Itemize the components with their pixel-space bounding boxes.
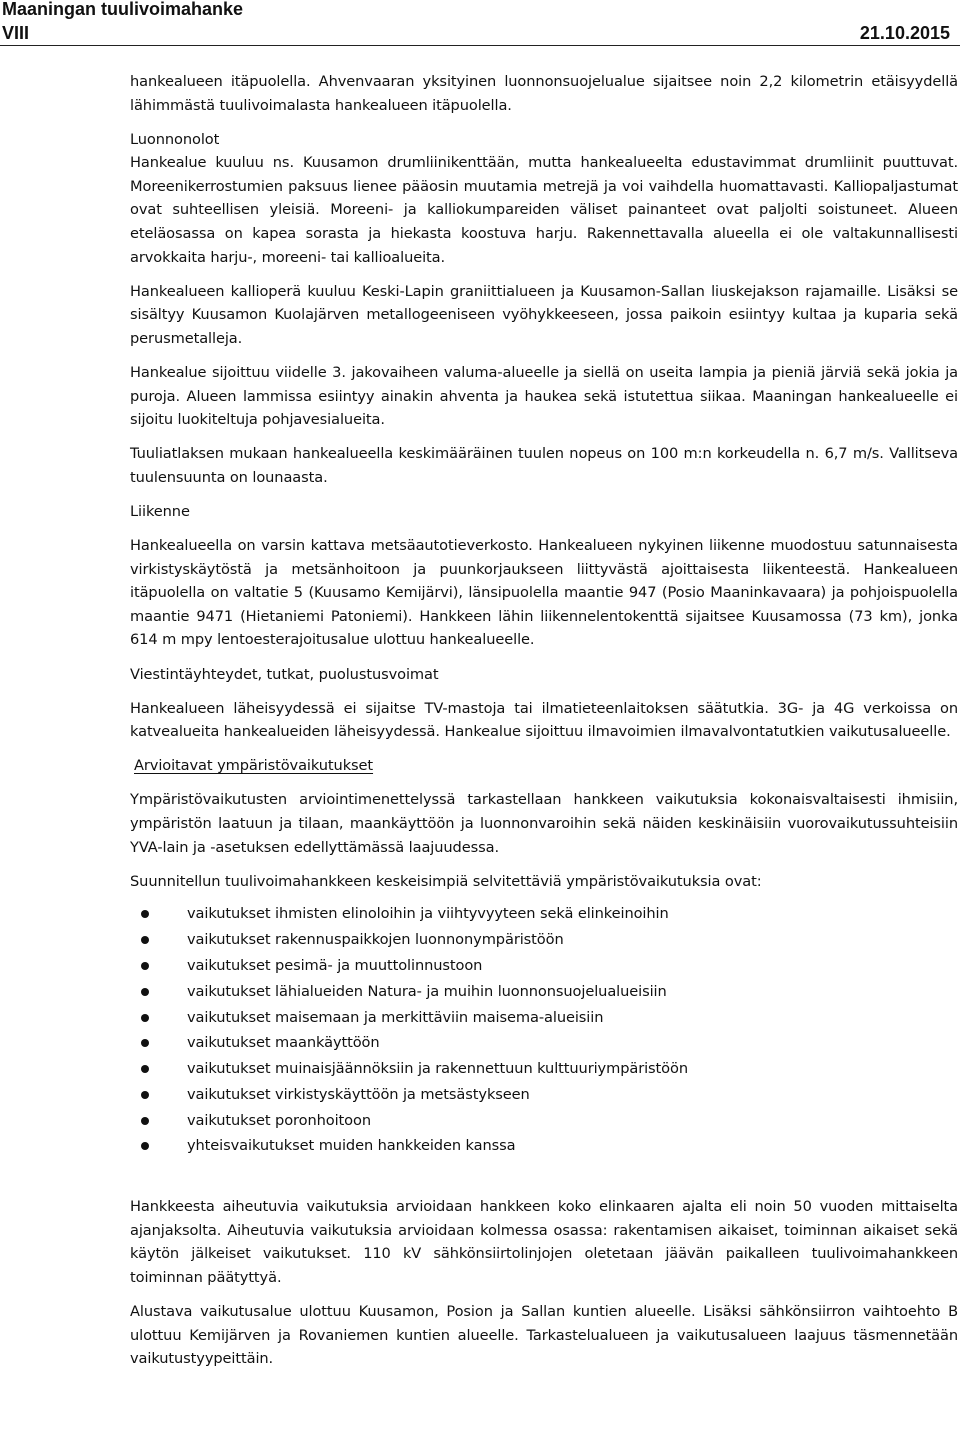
- paragraph: Ympäristövaikutusten arviointimenettelyssä tarkastellaan hankkeen vaikutuksia kokonaisvaltaisesti ihmisiin, ympäristön laatuun ja tilaan, maankäyttöön ja luonnonvaroihin sekä näiden keskinäisiin vuorovaikutussuhteisiin YVA-lain ja -asetuksen edellyttämässä laajuudessa.: [130, 791, 958, 856]
- section-heading-wrapper: [130, 754, 958, 778]
- bullet-icon: [141, 1065, 149, 1073]
- header-divider: [0, 45, 960, 46]
- list-item-text: vaikutukset rakennuspaikkojen luonnonympäristöön: [187, 931, 564, 949]
- section-heading-arvioitavat: Arvioitavat ympäristövaikutukset: [134, 757, 374, 775]
- list-item-text: vaikutukset pesimä- ja muuttolinnustoon: [187, 956, 483, 974]
- paragraph: Hankealueen läheisyydessä ei sijaitse TV-mastoja tai ilmatieteenlaitoksen säätutkia. 3G- ja 4G verkoissa on katvealueita hankealueiden läheisyydessä. Hankealue sijoittuu ilmavoimien ilmavalvontatutkien vaikutusalueelle.: [130, 699, 958, 741]
- bullet-icon: [141, 962, 149, 970]
- list-item: [130, 1108, 958, 1134]
- page-header: [0, 0, 960, 46]
- paragraph: Hankealueella on varsin kattava metsäautotieverkosto. Hankealueen nykyinen liikenne muodostuu satunnaisesta virkistyskäytöstä ja metsänhoitoon ja puunkorjaukseen liittyvästä ajoittaisesta liikenteestä. Hankealueen itäpuolella on valtatie 5 (Kuusamo Kemijärvi), länsipuolella maantie 947 (Posio Maaninkavaara) ja pohjoispuolella maantie 9471 (Hietaniemi Patoniemi). Hankkeen lähin liikennelentokenttä sijaitsee Kuusamossa (73 km), jonka 614 m mpy lentoesterajoitusalue ulottuu hankealueelle.: [130, 537, 958, 649]
- list-item: [130, 953, 958, 979]
- list-item: [130, 901, 958, 927]
- subheading-liikenne: Liikenne: [130, 503, 190, 520]
- list-item-text: vaikutukset maankäyttöön: [187, 1034, 380, 1052]
- bullet-icon: [141, 1014, 149, 1022]
- document-body: [130, 70, 958, 1381]
- document-title: Maaningan tuulivoimahanke: [2, 0, 244, 19]
- list-item-text: yhteisvaikutukset muiden hankkeiden kanssa: [187, 1137, 516, 1155]
- list-item: [130, 1030, 958, 1056]
- subheading-viestinta: Viestintäyhteydet, tutkat, puolustusvoimat: [130, 665, 439, 683]
- bullet-icon: [141, 910, 149, 918]
- list-item: [130, 1133, 958, 1159]
- spacer: [130, 1159, 958, 1195]
- list-item-text: vaikutukset virkistyskäyttöön ja metsästykseen: [187, 1085, 530, 1103]
- bullet-icon: [141, 988, 149, 996]
- bullet-icon: [141, 1091, 149, 1099]
- list-item: [130, 1056, 958, 1082]
- list-item-text: vaikutukset maisemaan ja merkittäviin maisema-alueisiin: [187, 1008, 604, 1026]
- list-item-text: vaikutukset ihmisten elinoloihin ja viihtyvyyteen sekä elinkeinoihin: [187, 905, 669, 923]
- paragraph: Suunnitellun tuulivoimahankkeen keskeisimpiä selvitettäviä ympäristövaikutuksia ovat:: [130, 872, 762, 890]
- paragraph: Hankealue sijoittuu viidelle 3. jakovaiheen valuma-alueelle ja siellä on useita lampia ja pieniä järviä sekä jokia ja puroja. Alueen lammissa esiintyy ainakin ahventa ja haukea sekä istutettua siikaa. Maaningan hankealueelle ei sijoitu luokiteltuja pohjavesialueita.: [130, 364, 958, 429]
- paragraph: hankealueen itäpuolella. Ahvenvaaran yksityinen luonnonsuojelualue sijaitsee noin 2,2 kilometrin etäisyydellä lähimmästä tuulivoimalasta hankealueen itäpuolella.: [130, 73, 958, 114]
- paragraph: Hankealueen kallioperä kuuluu Keski-Lapin graniittialueen ja Kuusamon-Sallan liuskejakson rajamaille. Lisäksi se sisältyy Kuusamon Kuolajärven metallogeeniseen vyöhykkeeseen, jossa paikoin esiintyy kultaa ja kuparia sekä perusmetalleja.: [130, 282, 958, 347]
- section-number: VIII: [2, 23, 30, 43]
- bullet-icon: [141, 1039, 149, 1047]
- list-item: [130, 1005, 958, 1031]
- subheading-luonnonolot: Luonnonolot: [130, 130, 220, 148]
- paragraph: Hankkeesta aiheutuvia vaikutuksia arvioidaan hankkeen koko elinkaaren ajalta eli noin 50 vuoden mittaiselta ajanjaksolta. Aiheutuvia vaikutuksia arvioidaan kolmessa osassa: rakentamisen aikaiset, toiminnan aikaiset sekä käytön jälkeiset vaikutukset. 110 kV sähkönsiirtolinjojen oletetaan jäävän paikalleen tuulivoimahankkeen toiminnan päätyttyä.: [130, 1198, 958, 1287]
- paragraph: Tuuliatlaksen mukaan hankealueella keskimääräinen tuulen nopeus on 100 m:n korkeudella n. 6,7 m/s. Vallitseva tuulensuunta on lounaasta.: [130, 445, 958, 486]
- impact-list: [130, 901, 958, 1159]
- document-date: 21.10.2015: [859, 23, 950, 43]
- paragraph: Hankealue kuuluu ns. Kuusamon drumliinikenttään, mutta hankealueelta edustavimmat drumliinit puuttuvat. Moreenikerrostumien paksuus lienee pääosin muutamia metrejä ja voi vaihdella huomattavasti. Kalliopaljastumat ovat suhteellisen yleisiä. Moreeni- ja kalliokumpareiden väliset painanteet ovat paljolti soistuneet. Alueen eteläosassa on kapea sorasta ja hiekasta koostuva harju. Rakennettavalla alueella ei ole valtakunnallisesti arvokkaita harju-, moreeni- tai kallioalueita.: [130, 154, 958, 266]
- paragraph: Alustava vaikutusalue ulottuu Kuusamon, Posion ja Sallan kuntien alueelle. Lisäksi sähkönsiirron vaihtoehto B ulottuu Kemijärven ja Rovaniemen kuntien alueelle. Tarkastelualueen ja vaikutusalueen laajuus täsmennetään vaikutustyypeittäin.: [130, 1303, 958, 1368]
- list-item: [130, 927, 958, 953]
- bullet-icon: [141, 1117, 149, 1125]
- list-item-text: vaikutukset muinaisjäännöksiin ja rakennettuun kulttuuriympäristöön: [187, 1060, 688, 1078]
- bullet-icon: [141, 936, 149, 944]
- list-item-text: vaikutukset poronhoitoon: [187, 1111, 371, 1129]
- list-item: [130, 1082, 958, 1108]
- bullet-icon: [141, 1142, 149, 1150]
- list-item-text: vaikutukset lähialueiden Natura- ja muihin luonnonsuojelualueisiin: [187, 982, 667, 1000]
- list-item: [130, 979, 958, 1005]
